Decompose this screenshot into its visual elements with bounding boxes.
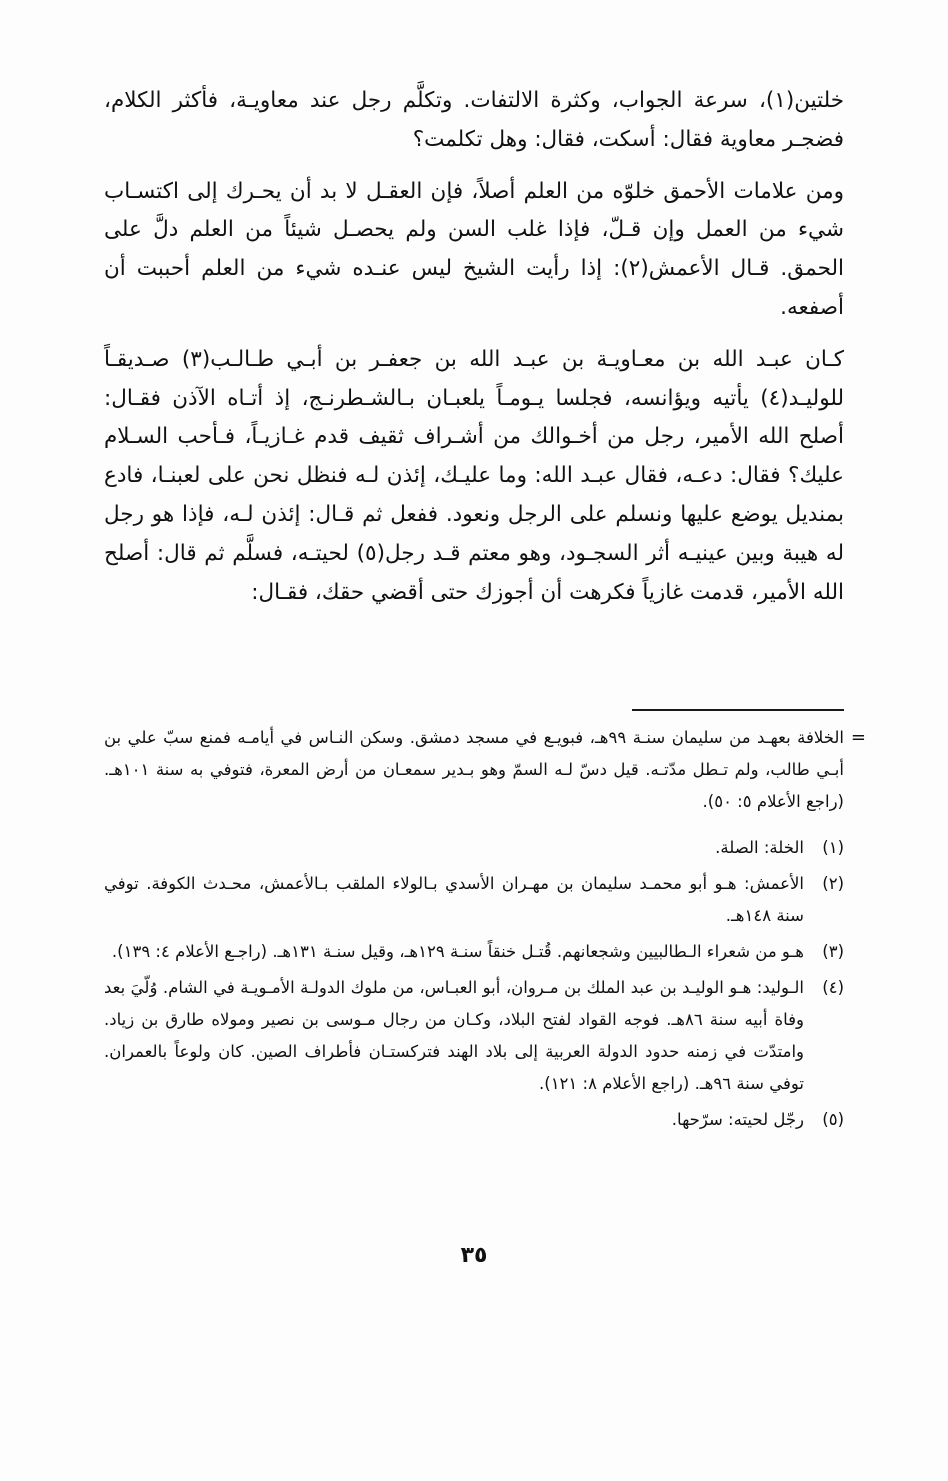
continuation-mark: =	[850, 727, 866, 748]
footnote-continuation	[104, 722, 866, 818]
footnote-5	[104, 1104, 844, 1136]
paragraph-2: ومن علامات الأحمق خلوّه من العلم أصلاً، فإن العقـل لا بد أن يحـرك إلى اكتسـاب شيء من العمل وإن قـلّ، فإذا غلب السن ولم يحصـل شيئاً من العلم دلَّ على الحمق. قـال الأعمش(٢): إذا رأيت الشيخ ليس عنـده شيء من العلم أحببت أن أصفعه.	[104, 178, 844, 320]
footnote-2	[104, 868, 844, 932]
footnote-number: (٣)	[822, 942, 844, 961]
footnote-1	[104, 832, 844, 864]
footnote-number: (٢)	[822, 874, 844, 893]
footnote-continuation-text: الخلافة بعهـد من سليمان سنـة ٩٩هـ، فبويـع في مسجد دمشق. وسكن النـاس في أيامـه فمنع سبّ علي بن أبـي طالب، ولم تـطل مدّتـه. قيل دسّ لـه السمّ وهو بـدير سمعـان من أرض المعرة، فتوفي به سنة ١٠١هـ. (راجع الأعلام ٥: ٥٠).	[104, 728, 844, 811]
footnote-number: (٥)	[822, 1110, 844, 1129]
footnote-text: الخلة: الصلة.	[715, 838, 804, 857]
footnote-text: هـو من شعراء الـطالبيين وشجعانهم. قُتـل خنقاً سنـة ١٢٩هـ، وقيل سنـة ١٣١هـ. (راجـع الأعلام ٤: ١٣٩).	[111, 942, 804, 961]
footnotes	[104, 722, 866, 1140]
footnote-text: الـوليد: هـو الوليـد بن عبد الملك بن مـروان، أبو العبـاس، من ملوك الدولـة الأمـويـة في الشام. وُلّيَ بعد وفاة أبيه سنة ٨٦هـ. فوجه القواد لفتح البلاد، وكـان من رجال مـوسى بن نصير ومولاه طارق بن زياد. وامتدّت في زمنه حدود الدولة العربية إلى بلاد الهند فتركستـان فأطراف الصين. كان ولوعاً بالعمران. توفي سنة ٩٦هـ. (راجع الأعلام ٨: ١٢١).	[104, 978, 804, 1093]
footnote-number: (١)	[822, 838, 844, 857]
footnote-3	[104, 936, 844, 968]
footnote-4	[104, 972, 844, 1100]
footnote-text: الأعمش: هـو أبو محمـد سليمان بن مهـران الأسدي بـالولاء الملقب بـالأعمش، محـدث الكوفة. توفي سنة ١٤٨هـ.	[104, 874, 804, 925]
footnote-divider	[632, 709, 844, 711]
paragraph-1: خلتين(١)، سرعة الجواب، وكثرة الالتفات. وتكلَّم رجل عند معاويـة، فأكثر الكلام، فضجـر معاوية فقال: أسكت، فقال: وهل تكلمت؟	[104, 88, 844, 152]
footnote-number: (٤)	[822, 978, 844, 997]
footnote-text: رجّل لحيته: سرّحها.	[671, 1110, 804, 1129]
paragraph-3: كـان عبـد الله بن معـاويـة بن عبـد الله بن جعفـر بن أبـي طـالـب(٣) صـديقـاً للوليـد(٤) يأتيه ويؤانسه، فجلسا يـومـاً يلعبـان بـالشـطرنـج، إذ أتـاه الآذن فقـال: أصلح الله الأمير، رجل من أخـوالك من أشـراف ثقيف قدم غـازيـاً، فـأحب السـلام عليك؟ فقال: دعـه، فقال عبـد الله: وما عليـك، إئذن لـه فنظل نحن على لعبنـا، فادع بمنديل يوضع عليها ونسلم على الرجل ونعود. ففعل ثم قـال: إئذن لـه، فإذا هو رجل له هيبة وبين عينيـه أثر السجـود، وهو معتم قـد رجل(٥) لحيتـه، فسلَّم ثم قال: أصلح الله الأمير، قدمت غازياً فكرهت أن أجوزك حتى أقضي حقك، فقـال:	[104, 346, 844, 605]
page-number: ٣٥	[460, 1243, 488, 1268]
main-text	[104, 82, 844, 612]
